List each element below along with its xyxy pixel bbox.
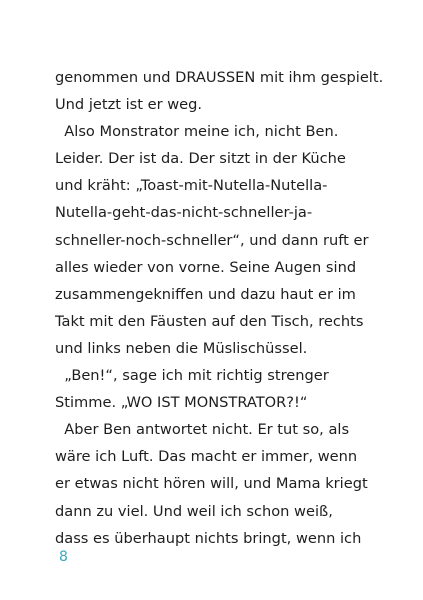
page-number: 8 [59,549,68,565]
text-line: Leider. Der ist da. Der sitzt in der Küche [55,150,346,168]
text-line: Und jetzt ist er weg. [55,96,203,114]
text-line: „Ben!“, sage ich mit richtig strenger [55,367,329,385]
text-line: und kräht: „Toast-mit-Nutella-Nutella- [55,177,328,195]
text-line: und links neben die Müslischüssel. [55,339,308,357]
text-line: Nutella-geht-das-nicht-schneller-ja- [55,204,313,222]
text-line: Aber Ben antwortet nicht. Er tut so, als [55,421,350,439]
body-text [55,64,385,552]
text-line: dass es überhaupt nichts bringt, wenn ich [55,529,362,547]
text-line: er etwas nicht hören will, und Mama kriegt [55,475,368,493]
text-line: Stimme. „WO IST MONSTRATOR?!“ [55,394,308,412]
text-line: dann zu viel. Und weil ich schon weiß, [55,502,333,520]
text-line: alles wieder von vorne. Seine Augen sind [55,258,357,276]
text-line: genommen und DRAUSSEN mit ihm gespielt. [55,69,384,86]
text-line: Takt mit den Fäusten auf den Tisch, rechts [55,312,364,330]
text-line: zusammengekniffen und dazu haut er im [55,285,356,303]
text-line: wäre ich Luft. Das macht er immer, wenn [55,448,358,466]
text-line: schneller-noch-schneller“, und dann ruft er [55,231,369,249]
text-line: Also Monstrator meine ich, nicht Ben. [55,123,339,141]
